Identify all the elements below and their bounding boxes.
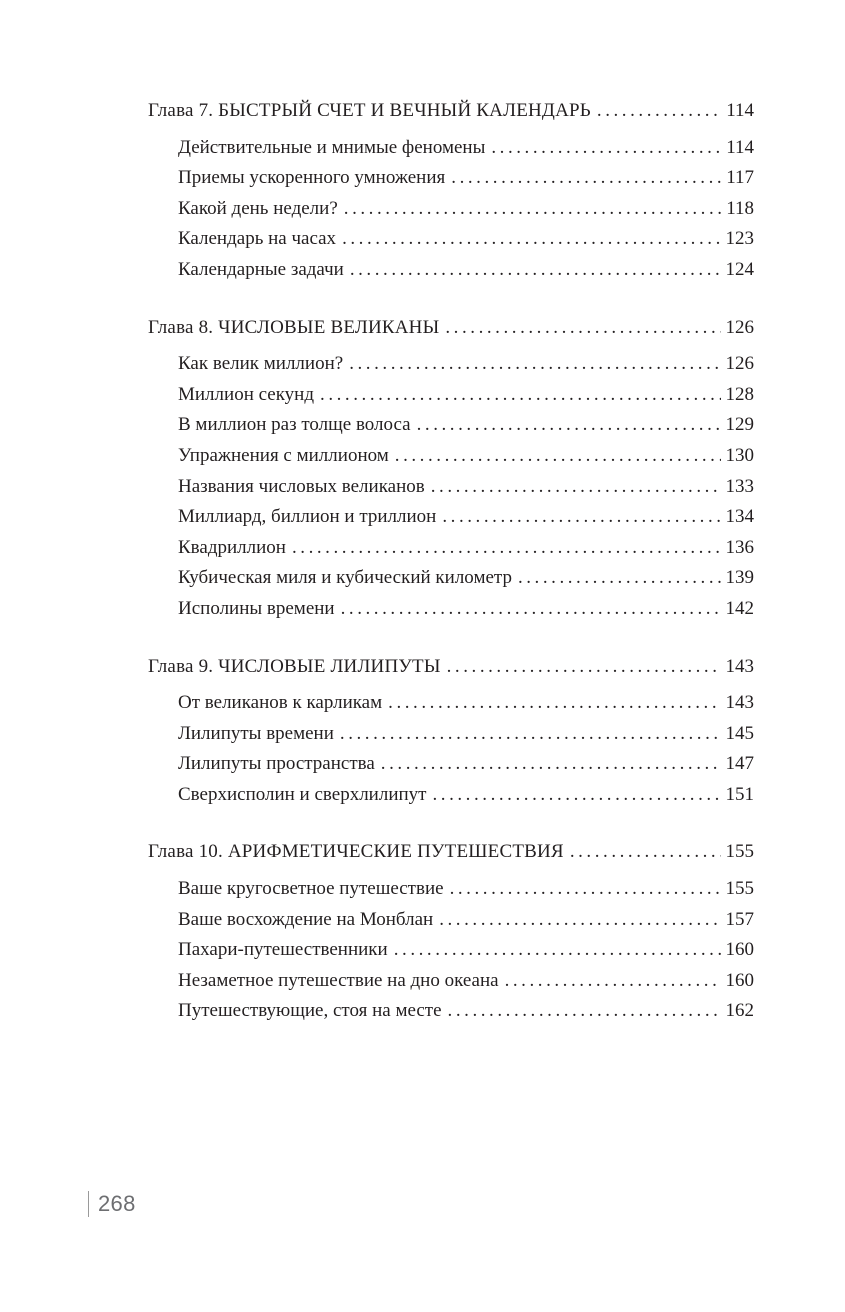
chapter-page-number: 155 bbox=[725, 841, 754, 863]
page-footer bbox=[88, 1190, 136, 1218]
dot-leader bbox=[350, 255, 721, 286]
section-page-number: 145 bbox=[725, 722, 754, 744]
dot-leader bbox=[445, 313, 720, 344]
section-entry bbox=[148, 935, 754, 966]
dot-leader bbox=[342, 224, 720, 255]
section-entry bbox=[148, 749, 754, 780]
dot-leader bbox=[292, 533, 721, 564]
section-entry bbox=[148, 380, 754, 411]
section-title: В миллион раз толще волоса bbox=[178, 414, 411, 436]
dot-leader bbox=[597, 96, 721, 127]
section-entry bbox=[148, 780, 754, 811]
section-entry bbox=[148, 966, 754, 997]
section-title: Путешествующие, стоя на месте bbox=[178, 1000, 442, 1022]
dot-leader bbox=[451, 163, 721, 194]
section-entry bbox=[148, 533, 754, 564]
section-entry bbox=[148, 905, 754, 936]
chapter-title: Глава 9. ЧИСЛОВЫЕ ЛИЛИПУТЫ bbox=[148, 655, 441, 677]
section-page-number: 124 bbox=[725, 258, 754, 280]
section-page-number: 139 bbox=[725, 567, 754, 589]
section-page-number: 151 bbox=[725, 783, 754, 805]
section-entry bbox=[148, 133, 754, 164]
dot-leader bbox=[432, 780, 720, 811]
dot-leader bbox=[340, 719, 721, 750]
section-entry bbox=[148, 874, 754, 905]
section-entry bbox=[148, 563, 754, 594]
dot-leader bbox=[381, 749, 721, 780]
section-title: Лилипуты времени bbox=[178, 722, 334, 744]
dot-leader bbox=[570, 837, 721, 868]
section-entry bbox=[148, 194, 754, 225]
dot-leader bbox=[417, 410, 721, 441]
section-entry bbox=[148, 255, 754, 286]
section-title: Календарные задачи bbox=[178, 258, 344, 280]
section-title: Действительные и мнимые феномены bbox=[178, 136, 486, 158]
section-page-number: 117 bbox=[726, 167, 754, 189]
dot-leader bbox=[394, 935, 721, 966]
section-title: Кубическая миля и кубический километр bbox=[178, 567, 512, 589]
dot-leader bbox=[320, 380, 720, 411]
page-number: 268 bbox=[98, 1191, 136, 1216]
dot-leader bbox=[341, 594, 721, 625]
chapter-page-number: 114 bbox=[726, 100, 754, 121]
section-entry bbox=[148, 349, 754, 380]
section-title: Названия числовых великанов bbox=[178, 475, 425, 497]
section-page-number: 136 bbox=[725, 536, 754, 558]
section-page-number: 129 bbox=[725, 414, 754, 436]
section-title: Лилипуты пространства bbox=[178, 753, 375, 775]
dot-leader bbox=[388, 688, 720, 719]
section-title: Ваше восхождение на Монблан bbox=[178, 908, 434, 930]
section-page-number: 160 bbox=[725, 939, 754, 961]
chapter-heading bbox=[148, 837, 754, 868]
section-title: Квадриллион bbox=[178, 536, 286, 558]
section-entry bbox=[148, 502, 754, 533]
chapter-title: Глава 7. БЫСТРЫЙ СЧЕТ И ВЕЧНЫЙ КАЛЕНДАРЬ bbox=[148, 100, 591, 121]
section-title: От великанов к карликам bbox=[178, 692, 383, 714]
section-page-number: 134 bbox=[725, 506, 754, 528]
dot-leader bbox=[431, 472, 721, 503]
section-page-number: 114 bbox=[726, 136, 754, 158]
section-entry bbox=[148, 410, 754, 441]
section-page-number: 147 bbox=[725, 753, 754, 775]
section-entry bbox=[148, 441, 754, 472]
section-page-number: 130 bbox=[725, 444, 754, 466]
section-title: Сверхисполин и сверхлилипут bbox=[178, 783, 427, 805]
table-of-contents bbox=[148, 96, 754, 1054]
dot-leader bbox=[349, 349, 720, 380]
section-title: Ваше кругосветное путешествие bbox=[178, 878, 444, 900]
section-title: Незаметное путешествие на дно океана bbox=[178, 969, 499, 991]
section-entry bbox=[148, 163, 754, 194]
chapter-page-number: 143 bbox=[725, 655, 754, 677]
section-title: Какой день недели? bbox=[178, 197, 338, 219]
section-page-number: 162 bbox=[725, 1000, 754, 1022]
section-page-number: 126 bbox=[725, 353, 754, 375]
section-title: Календарь на часах bbox=[178, 228, 337, 250]
chapter-8 bbox=[148, 313, 754, 625]
section-entry bbox=[148, 472, 754, 503]
section-entry bbox=[148, 688, 754, 719]
dot-leader bbox=[518, 563, 721, 594]
section-page-number: 160 bbox=[725, 969, 754, 991]
section-title: Миллиард, биллион и триллион bbox=[178, 506, 437, 528]
chapter-title: Глава 10. АРИФМЕТИЧЕСКИЕ ПУТЕШЕСТВИЯ bbox=[148, 841, 564, 863]
chapter-title: Глава 8. ЧИСЛОВЫЕ ВЕЛИКАНЫ bbox=[148, 316, 440, 338]
section-title: Исполины времени bbox=[178, 597, 335, 619]
chapter-10 bbox=[148, 837, 754, 1027]
dot-leader bbox=[442, 502, 720, 533]
dot-leader bbox=[491, 133, 721, 164]
section-entry bbox=[148, 594, 754, 625]
chapter-7 bbox=[148, 96, 754, 286]
section-title: Как велик миллион? bbox=[178, 353, 344, 375]
chapter-9 bbox=[148, 652, 754, 811]
chapter-heading bbox=[148, 652, 754, 683]
section-page-number: 123 bbox=[725, 228, 754, 250]
dot-leader bbox=[439, 905, 720, 936]
dot-leader bbox=[450, 874, 721, 905]
section-page-number: 133 bbox=[725, 475, 754, 497]
section-title: Приемы ускоренного умножения bbox=[178, 167, 446, 189]
footer-rule bbox=[88, 1191, 89, 1217]
section-page-number: 143 bbox=[725, 692, 754, 714]
section-page-number: 142 bbox=[725, 597, 754, 619]
section-page-number: 118 bbox=[726, 197, 754, 219]
section-title: Пахари-путешественники bbox=[178, 939, 388, 961]
chapter-page-number: 126 bbox=[725, 316, 754, 338]
section-title: Упражнения с миллионом bbox=[178, 444, 389, 466]
dot-leader bbox=[447, 652, 721, 683]
section-entry bbox=[148, 224, 754, 255]
section-page-number: 155 bbox=[725, 878, 754, 900]
section-entry bbox=[148, 996, 754, 1027]
chapter-heading bbox=[148, 96, 754, 127]
dot-leader bbox=[344, 194, 721, 225]
section-title: Миллион секунд bbox=[178, 383, 315, 405]
dot-leader bbox=[395, 441, 721, 472]
chapter-heading bbox=[148, 313, 754, 344]
section-page-number: 157 bbox=[725, 908, 754, 930]
dot-leader bbox=[505, 966, 721, 997]
section-entry bbox=[148, 719, 754, 750]
dot-leader bbox=[448, 996, 721, 1027]
section-page-number: 128 bbox=[725, 383, 754, 405]
